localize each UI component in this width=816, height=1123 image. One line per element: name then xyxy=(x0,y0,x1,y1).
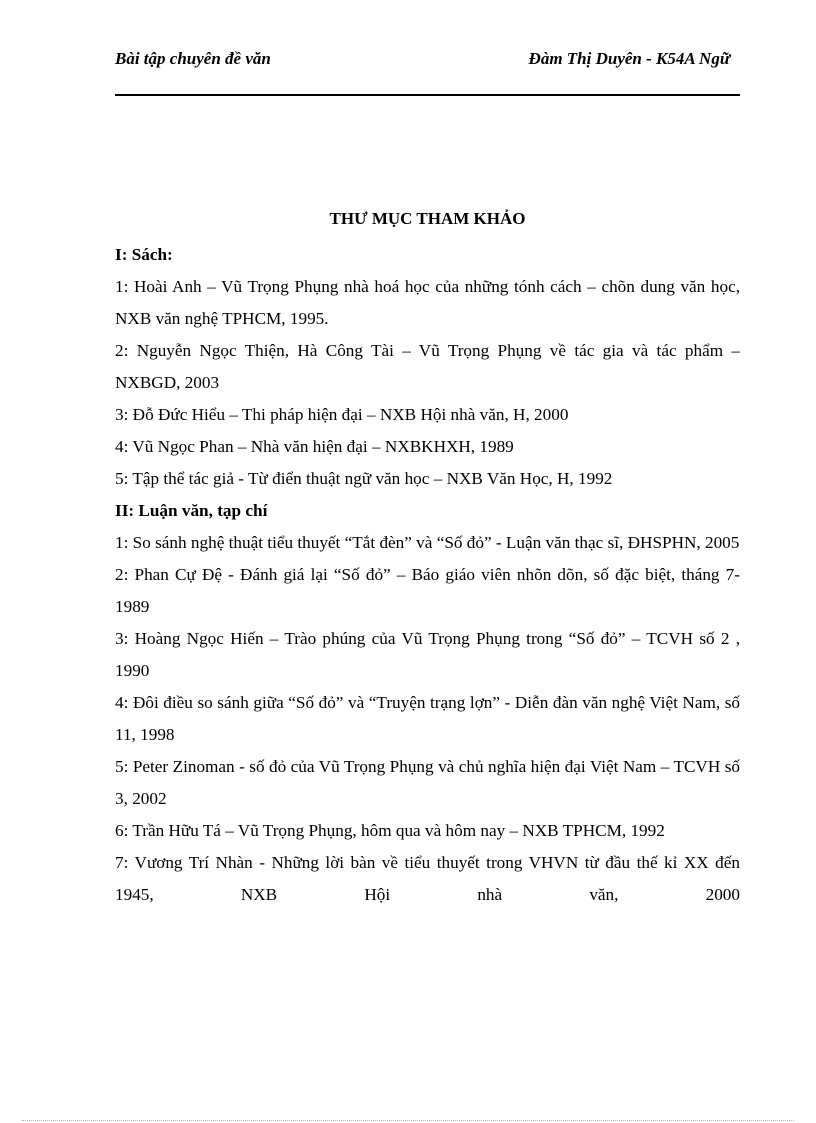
journal-entry: 1: So sánh nghệ thuật tiểu thuyết “Tắt đèn” và “Số đỏ” - Luận văn thạc sĩ, ĐHSPHN, 2005 xyxy=(115,533,740,552)
page-bottom-divider xyxy=(22,1120,794,1121)
book-entry: 4: Vũ Ngọc Phan – Nhà văn hiện đại – NXBKHXH, 1989 xyxy=(115,437,514,456)
journal-entry: 5: Peter Zinoman - số đỏ của Vũ Trọng Phụng và chủ nghĩa hiện đại Việt Nam – TCVH số 3, 2002 xyxy=(115,757,740,808)
book-entry: 2: Nguyễn Ngọc Thiện, Hà Công Tài – Vũ Trọng Phụng về tác gia và tác phẩm – NXBGD, 2003 xyxy=(115,341,740,392)
book-entry: 3: Đỗ Đức Hiểu – Thi pháp hiện đại – NXB Hội nhà văn, H, 2000 xyxy=(115,405,569,424)
book-entry: 1: Hoài Anh – Vũ Trọng Phụng nhà hoá học của những tónh cách – chõn dung văn học, NXB văn nghệ TPHCM, 1995. xyxy=(115,277,740,328)
journal-entry: 3: Hoàng Ngọc Hiến – Trào phúng của Vũ Trọng Phụng trong “Số đỏ” – TCVH số 2 , 1990 xyxy=(115,629,740,680)
section-heading-books: I: Sách: xyxy=(115,245,173,264)
journal-entry: 4: Đôi điều so sánh giữa “Số đỏ” và “Truyện trạng lợn” - Diễn đàn văn nghệ Việt Nam, số 11, 1998 xyxy=(115,693,740,744)
book-entry: 5: Tập thể tác giả - Từ điển thuật ngữ văn học – NXB Văn Học, H, 1992 xyxy=(115,469,613,488)
journal-entry: 2: Phan Cự Đệ - Đánh giá lại “Số đỏ” – Báo giáo viên nhõn dõn, số đặc biệt, tháng 7- 1989 xyxy=(115,565,740,616)
section-heading-theses-journals: II: Luận văn, tạp chí xyxy=(115,501,268,520)
header-author: Đàm Thị Duyên - K54A Ngữ xyxy=(528,49,730,68)
journal-entry: 7: Vương Trí Nhàn - Những lời bàn về tiểu thuyết trong VHVN từ đầu thế kỉ XX đến 1945, NXB Hội nhà văn, 2000 xyxy=(115,853,740,904)
bibliography xyxy=(115,239,740,911)
page-title: THƯ MỤC THAM KHẢO xyxy=(329,209,526,228)
header-course-title: Bài tập chuyên đề văn xyxy=(115,49,271,68)
journal-entry: 6: Trần Hữu Tá – Vũ Trọng Phụng, hôm qua và hôm nay – NXB TPHCM, 1992 xyxy=(115,821,665,840)
page-header xyxy=(115,48,740,96)
